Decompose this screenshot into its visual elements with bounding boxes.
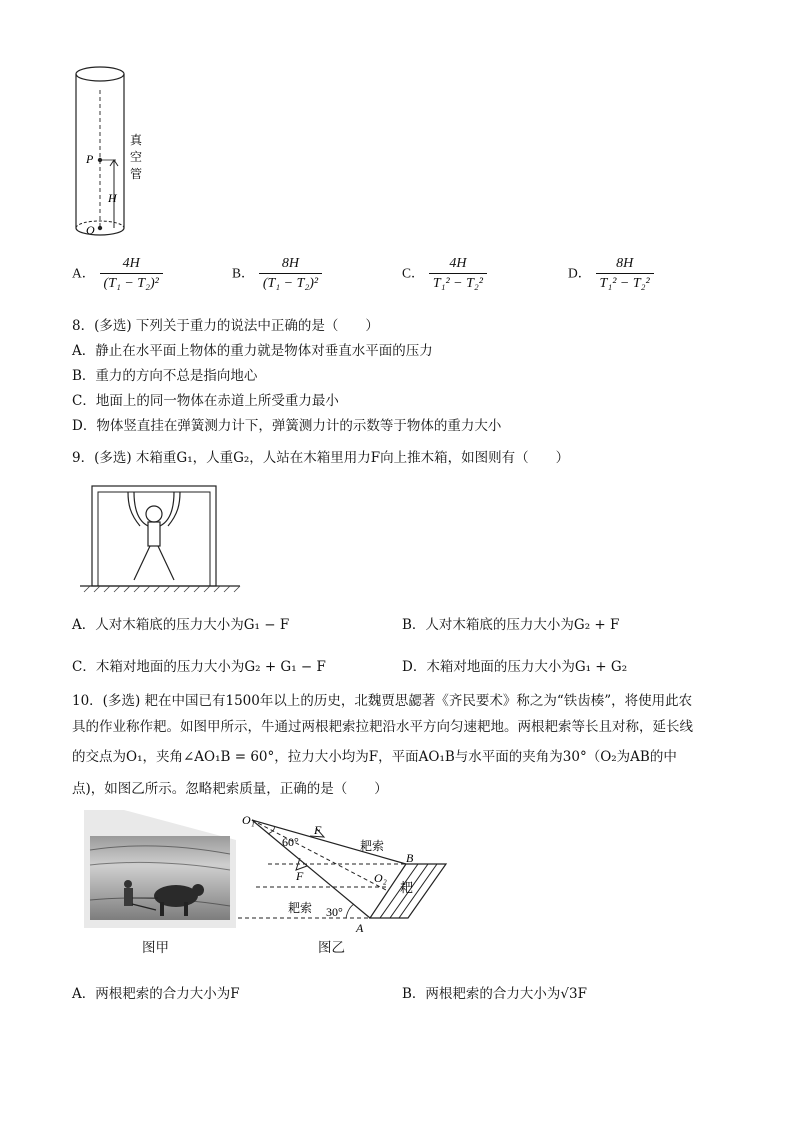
label-o1: O₁	[242, 813, 255, 827]
label-p: P	[86, 152, 94, 166]
label-f1: F	[314, 823, 322, 837]
fig-yi-caption: 图乙	[318, 940, 345, 955]
tube-text-1: 真	[130, 133, 143, 147]
q9-option-a: A．人对木箱底的压力大小为G₁ − F	[72, 617, 290, 633]
q10-line-2: 具的作业称作耙。如图甲所示，牛通过两根耙索拉耙沿水平方向匀速耙地。两根耙索等长且对称，延长线	[72, 719, 693, 735]
wooden-box-figure	[70, 484, 250, 594]
q7-option-b: B． $\frac{8H}{\text{(T₁ − T₂)²}}$	[232, 256, 322, 292]
label-rake: 耙	[400, 880, 414, 895]
label-f2: F	[296, 869, 304, 883]
q9-option-c: C．木箱对地面的压力大小为G₂ + G₁ − F	[72, 659, 326, 675]
tube-text-2: 空	[130, 150, 143, 164]
fraction: $\frac{4H}{\text{T₁² − T₂²}}$	[429, 256, 487, 292]
fraction: $\frac{8H}{\text{(T₁ − T₂)²}}$	[259, 256, 322, 292]
q8-option-c: C．地面上的同一物体在赤道上所受重力最小	[72, 393, 339, 409]
fig-jia-caption: 图甲	[142, 940, 169, 955]
tube-text-3: 管	[130, 167, 143, 181]
label-h: H	[108, 191, 117, 205]
q8-stem: 8．(多选) 下列关于重力的说法中正确的是（ ）	[72, 318, 379, 334]
q8-option-b: B．重力的方向不总是指向地心	[72, 368, 258, 384]
vacuum-tube-figure	[70, 62, 160, 244]
label-angle30: 30°	[326, 905, 343, 919]
farming-photo	[84, 810, 236, 928]
label-o: O	[86, 223, 95, 237]
q9-option-d: D．木箱对地面的压力大小为G₁ + G₂	[402, 659, 628, 675]
q9-stem: 9．(多选) 木箱重G₁，人重G₂，人站在木箱里用力F向上推木箱，如图则有（ ）	[72, 450, 570, 466]
label-a: A	[356, 921, 364, 935]
label-b: B	[406, 851, 414, 865]
q8-option-a: A．静止在水平面上物体的重力就是物体对垂直水平面的压力	[72, 343, 433, 359]
q7-option-a: A． $\frac{4H}{\text{(T₁ − T₂)²}}$	[72, 256, 163, 292]
q8-option-d: D．物体竖直挂在弹簧测力计下，弹簧测力计的示数等于物体的重力大小	[72, 418, 502, 434]
q7-option-d: D． $\frac{8H}{\text{T₁² − T₂²}}$	[568, 256, 654, 292]
fraction: $\frac{8H}{\text{T₁² − T₂²}}$	[596, 256, 654, 292]
q10-option-a: A．两根耙索的合力大小为F	[72, 986, 240, 1002]
q10-option-b: B．两根耙索的合力大小为√3F	[402, 986, 587, 1002]
fraction: $\frac{4H}{\text{(T₁ − T₂)²}}$	[100, 256, 163, 292]
q7-option-c: C． $\frac{4H}{\text{T₁² − T₂²}}$	[402, 256, 487, 292]
q10-line-3: 的交点为O₁，夹角∠AO₁B = 60°，拉力大小均为F，平面AO₁B与水平面的夹角为30°（O₂为AB的中	[72, 749, 677, 765]
label-o2: O₂	[374, 871, 387, 885]
q9-option-b: B．人对木箱底的压力大小为G₂ + F	[402, 617, 620, 633]
rake-force-diagram	[238, 808, 452, 936]
q10-line-1: 10．(多选) 耙在中国已有1500年以上的历史，北魏贾思勰著《齐民要术》称之为“铁齿楱”，将使用此农	[72, 693, 693, 709]
label-rope2: 耙索	[288, 901, 313, 915]
label-rope1: 耙索	[360, 839, 385, 853]
label-angle60: 60°	[282, 835, 299, 849]
q10-line-4: 点)，如图乙所示。忽略耙索质量，正确的是（ ）	[72, 781, 388, 797]
